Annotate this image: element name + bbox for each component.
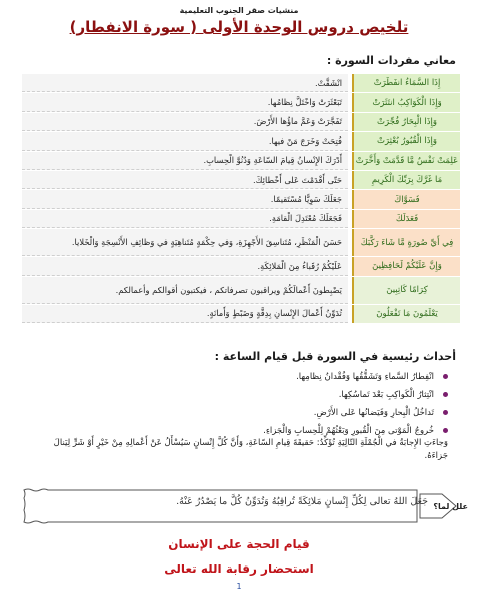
vocab-meaning: حَتّى أَقْدَمْتَ عَلى أَخْطائِكَ. [22, 171, 348, 189]
event-text: خُروجُ الْمَوْتى مِنَ الْقُبورِ وَبَعْثُهُمْ لِلْحِسابِ وَالْجَزاءِ. [263, 426, 434, 436]
lesson-label: علل لما؟ [433, 502, 468, 511]
vocab-meaning: جَعَلَكَ سَوِيًّا مُسْتَقيمًا. [22, 190, 348, 208]
vocab-word: يَعْلَمُونَ مَا تَفْعَلُونَ [352, 305, 460, 323]
event-text: انْفِطارُ السَّماءِ وَتَشَقُّقُها وَفُقْدانُ نِظامِها. [296, 372, 434, 382]
vocab-meaning: فُتِحَتْ وَخَرَجَ مَنْ فيها. [22, 132, 348, 150]
events-conclusion: وَجاءَتِ الإِجابَةُ في الْجُمْلَةِ التّالِيَةِ تُؤَكِّدُ: حَقيقَةَ قِيامِ السّاعَةِ، وَأَنَّ كُلَّ إِنْسانٍ سَيُسْأَلُ عَنْ أَعْمالِهِ مِنْ خَيْرٍ أَوْ شَرٍّ لِيَنالَ جَزاءَهُ. [53, 438, 448, 461]
page-title: تلخيص دروس الوحدة الأولى ( سورة الانفطار) [69, 18, 409, 36]
vocab-word: وَإِنَّ عَلَيْكُمْ لَحَافِظِينَ [352, 257, 460, 275]
page-number: 1 [236, 582, 242, 591]
vocab-word: فَعَدَلَكَ [352, 210, 460, 228]
bullet-icon [443, 374, 448, 379]
bullet-icon [443, 410, 448, 415]
vocab-meaning: تَبَعْثَرَتْ وَاخْتَلَّ نِظامُها. [22, 93, 348, 111]
vocab-row [22, 190, 460, 208]
vocab-row [22, 257, 460, 275]
vocab-row [22, 171, 460, 189]
lesson-text: جَعَلَ اللهُ تعالى لِكُلِّ إِنْسانٍ مَلائِكَةً تُراقِبُهُ وَتُدَوِّنُ كُلَّ ما يَصْدُرُ عَنْهُ. [176, 496, 428, 507]
vocab-word: فِي أَيِّ صُورَةٍ مَّا شَاءَ رَكَّبَكَ [352, 229, 460, 256]
vocab-meaning: فَجَعَلَكَ مُعْتَدِلَ الْقامَةِ. [22, 210, 348, 228]
vocab-word: عَلِمَتْ نَفْسٌ مَّا قَدَّمَتْ وَأَخَّرَتْ [352, 152, 460, 170]
vocab-word: مَا غَرَّكَ بِرَبِّكَ الْكَرِيمِ [352, 171, 460, 189]
reason-2: استحضار رقابة الله تعالى [164, 562, 314, 576]
vocab-word: كِرَامًا كَاتِبِينَ [352, 277, 460, 304]
vocab-word: إِذَا السَّمَاءُ انفَطَرَتْ [352, 74, 460, 92]
vocab-meaning: حَسَنَ الْمَنْظَرِ، مُتَناسِقَ الأَجْهِزَةِ، وَفي حِكْمَةٍ مُتَناهِيَةٍ في وَظائِفِ الأَنْسِجَةِ وَالْخَلايا. [22, 229, 348, 256]
vocab-row [22, 113, 460, 131]
list-item [28, 404, 448, 422]
vocab-table [22, 74, 460, 324]
events-list [28, 368, 448, 440]
site-header: منشيات صقر الجنوب التعليمية [179, 6, 299, 15]
bullet-icon [443, 428, 448, 433]
event-text: تَداخُلُ الْبِحارِ وَفَيَضانُها عَلى الأَرْضِ. [313, 408, 434, 418]
vocab-row [22, 229, 460, 256]
vocab-row [22, 132, 460, 150]
events-heading: أحداث رئيسية في السورة قبل قيام الساعة : [214, 350, 456, 363]
vocab-row [22, 210, 460, 228]
vocab-word: وَإِذَا الْكَوَاكِبُ انتَثَرَتْ [352, 93, 460, 111]
vocab-row [22, 305, 460, 323]
vocab-word: فَسَوَّاكَ [352, 190, 460, 208]
vocab-row [22, 74, 460, 92]
vocab-meaning: أَدْرَكَ الإِنْسانُ قِيامَ السّاعَةِ وَدُنُوَّ الْحِسابِ. [22, 152, 348, 170]
vocab-meaning: عَلَيْكُمْ رُقَباءُ مِنَ الْمَلائِكَةِ. [22, 257, 348, 275]
vocab-heading: معاني مفردات السورة : [326, 54, 456, 67]
vocab-meaning: تَفَجَّرَتْ وَعَمَّ ماؤُها الأَرْضَ. [22, 113, 348, 131]
list-item [28, 386, 448, 404]
event-text: انْتِثارُ الْكَواكِبِ بَعْدَ تَماسُكِها. [338, 390, 434, 400]
vocab-meaning: تُدَوِّنُ أَعْمالَ الإِنْسانِ بِدِقَّةٍ وَضَبْطٍ وَأَمانَةٍ. [22, 305, 348, 323]
vocab-row [22, 277, 460, 304]
reason-1: قيام الحجة على الإنسان [168, 537, 310, 551]
vocab-row [22, 152, 460, 170]
vocab-row [22, 93, 460, 111]
vocab-word: وَإِذَا الْقُبُورُ بُعْثِرَتْ [352, 132, 460, 150]
list-item [28, 368, 448, 386]
vocab-meaning: انْشَقَّتْ. [22, 74, 348, 92]
vocab-word: وَإِذَا الْبِحَارُ فُجِّرَتْ [352, 113, 460, 131]
bullet-icon [443, 392, 448, 397]
vocab-meaning: يَضْبِطونَ أَعْمالَكُمْ ويراقبون تصرفاتكم ، فيكتبون أقوالكم وأعمالكم. [22, 277, 348, 304]
